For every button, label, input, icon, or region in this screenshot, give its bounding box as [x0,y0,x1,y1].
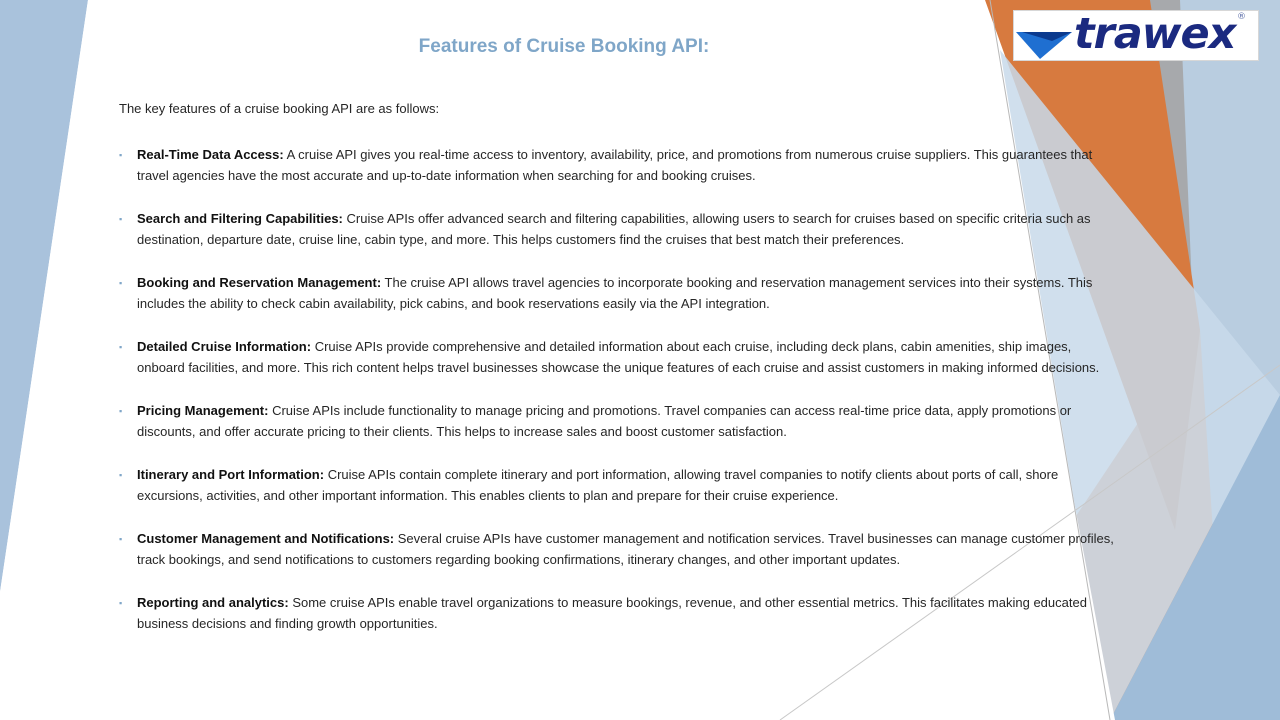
trawex-logo [1013,10,1259,61]
bullet-icon: ▪ [119,534,123,544]
bullet-icon: ▪ [119,214,123,224]
bullet-icon: ▪ [119,150,123,160]
registered-mark: ® [1237,12,1246,22]
feature-label: Booking and Reservation Management: [137,275,382,290]
feature-item-customer [119,529,1114,570]
feature-item-booking [119,273,1114,314]
feature-text: Cruise APIs provide comprehensive and detailed information about each cruise, including deck plans, cabin amenities, ship images, onboard facilities, and more. This rich content helps travel businesses showcase the unique features of each cruise and assist customers in making informed decisions. [137,339,1100,375]
feature-item-pricing [119,401,1114,442]
bullet-icon: ▪ [119,598,123,608]
feature-item-reporting [119,593,1114,634]
feature-text: The cruise API allows travel agencies to incorporate booking and reservation management services into their systems. This includes the ability to check cabin availability, pick cabins, and book reservations easily via the API integration. [137,275,1093,311]
intro-text: The key features of a cruise booking API are as follows: [119,101,440,116]
feature-label: Customer Management and Notifications: [137,531,395,546]
feature-text: Cruise APIs offer advanced search and filtering capabilities, allowing users to search for cruises based on specific criteria such as destination, departure date, cruise line, cabin type, and more. This helps customers find the cruises that best match their preferences. [137,211,1091,247]
feature-item-realtime [119,145,1114,186]
bullet-icon: ▪ [119,342,123,352]
feature-text: A cruise API gives you real-time access to inventory, availability, price, and promotions from numerous cruise suppliers. This guarantees that travel agencies have the most accurate and up-to-date information when searching for and booking cruises. [137,147,1093,183]
feature-text: Some cruise APIs enable travel organizations to measure bookings, revenue, and other essential metrics. This facilitates making educated business decisions and finding growth opportunities. [137,595,1087,631]
logo-wordmark: trawex [1074,9,1236,59]
feature-label: Itinerary and Port Information: [137,467,325,482]
feature-text: Cruise APIs include functionality to manage pricing and promotions. Travel companies can access real-time price data, apply promotions or discounts, and offer accurate pricing to their clients. This helps to increase sales and boost customer satisfaction. [137,403,1072,439]
feature-item-search [119,209,1114,250]
feature-label: Search and Filtering Capabilities: [137,211,343,226]
bullet-icon: ▪ [119,470,123,480]
feature-label: Pricing Management: [137,403,269,418]
feature-item-itinerary [119,465,1114,506]
feature-item-details [119,337,1114,378]
slide-title: Features of Cruise Booking API: [418,36,710,57]
feature-text: Cruise APIs contain complete itinerary and port information, allowing travel companies to notify clients about ports of call, shore excursions, activities, and other important information. This enables clients to plan and prepare for their cruise experience. [137,467,1059,503]
feature-label: Reporting and analytics: [137,595,289,610]
chevron-mark-icon [1014,11,1074,61]
feature-label: Real-Time Data Access: [137,147,284,162]
bullet-icon: ▪ [119,278,123,288]
features-list [119,145,1114,657]
bullet-icon: ▪ [119,406,123,416]
feature-text: Several cruise APIs have customer management and notification services. Travel businesses can manage customer profiles, track bookings, and send notifications to customers regarding booking confirmations, itinerary changes, and other important updates. [137,531,1114,567]
feature-label: Detailed Cruise Information: [137,339,312,354]
